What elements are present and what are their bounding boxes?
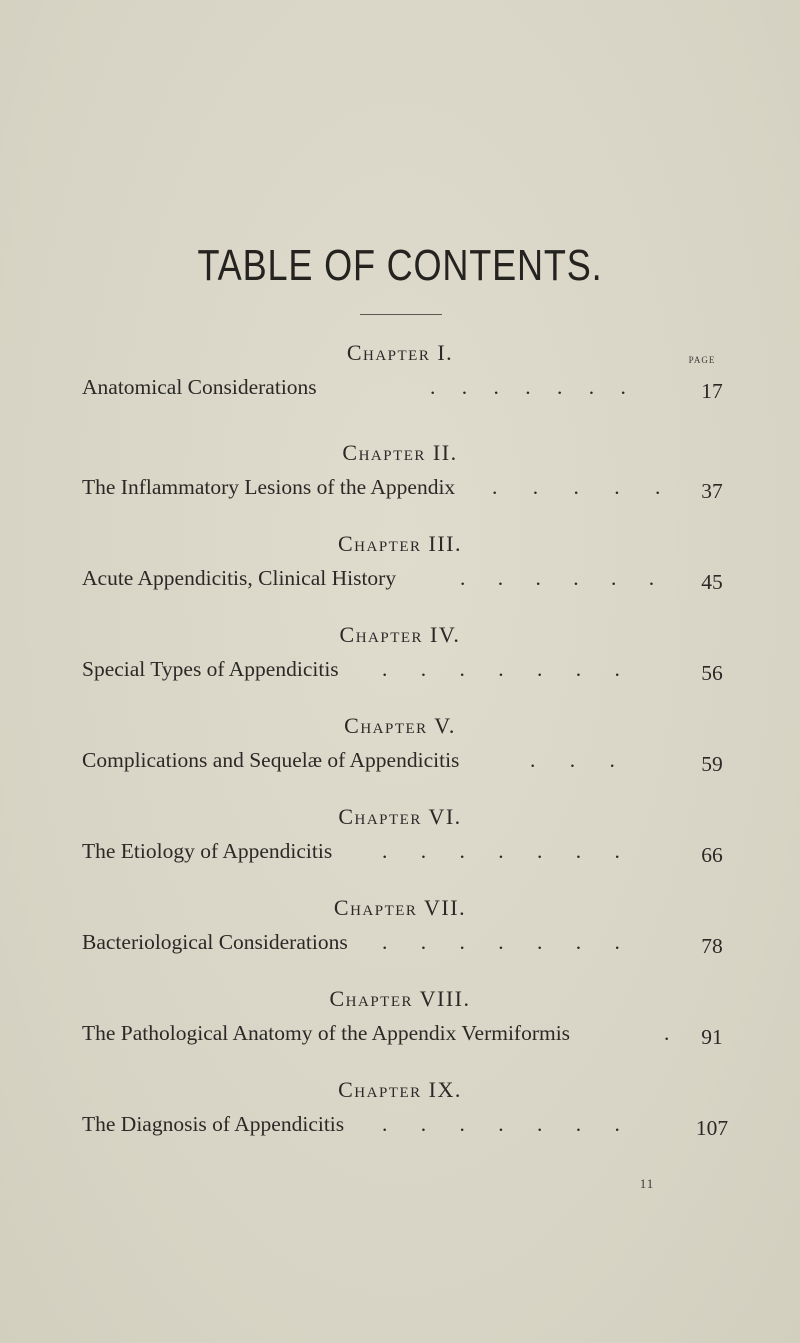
chapter-heading: Chapter III. xyxy=(338,531,462,556)
toc-leader-dots: . . . . . . . xyxy=(382,1112,620,1136)
toc-entry[interactable] xyxy=(82,472,742,502)
toc-entry-title: The Inflammatory Lesions of the Appendix xyxy=(82,475,456,499)
toc-entry[interactable] xyxy=(82,563,742,593)
toc-entry-title: The Etiology of Appendicitis xyxy=(82,839,333,863)
toc-leader-dots: . . . . . . . xyxy=(430,375,626,399)
toc-entry-title: The Pathological Anatomy of the Appendix Vermiformis xyxy=(82,1021,571,1045)
chapter-heading: Chapter IV. xyxy=(339,622,461,647)
toc-page-number: 37 xyxy=(701,479,723,503)
toc-leader-dots: . . . xyxy=(530,748,615,772)
toc-leader-dots: . . . . . . . xyxy=(382,657,620,681)
chapter-heading: Chapter VI. xyxy=(338,804,462,829)
title-rule xyxy=(360,314,442,315)
chapter-heading: Chapter V. xyxy=(344,713,456,738)
toc-page-number: 107 xyxy=(695,1116,729,1140)
toc-entry[interactable] xyxy=(82,1109,742,1139)
toc-page-number: 91 xyxy=(701,1025,723,1049)
toc-entry[interactable] xyxy=(82,1018,742,1048)
chapter-heading: Chapter I. xyxy=(346,340,454,365)
toc-page-number: 17 xyxy=(701,379,723,403)
toc-page-number: 66 xyxy=(701,843,723,867)
toc-entry-title: Anatomical Considerations xyxy=(82,375,317,399)
chapter-heading: Chapter VIII. xyxy=(329,986,471,1011)
toc-entry[interactable] xyxy=(82,372,742,402)
page-folio-number: 11 xyxy=(639,1176,655,1191)
toc-page-number: 59 xyxy=(701,752,723,776)
toc-page-number: 56 xyxy=(701,661,723,685)
toc-leader-dots: . xyxy=(664,1021,670,1045)
toc-entry[interactable] xyxy=(82,927,742,957)
chapter-heading: Chapter VII. xyxy=(333,895,467,920)
toc-leader-dots: . . . . . . xyxy=(460,566,655,590)
toc-entry[interactable] xyxy=(82,836,742,866)
toc-entry-title: Complications and Sequelæ of Appendicitis xyxy=(82,748,460,772)
toc-entry[interactable] xyxy=(82,654,742,684)
toc-page-number: 45 xyxy=(701,570,723,594)
toc-entry[interactable] xyxy=(82,745,742,775)
toc-entry-title: Bacteriological Considerations xyxy=(82,930,348,954)
toc-leader-dots: . . . . . . . xyxy=(382,930,620,954)
toc-leader-dots: . . . . . . . xyxy=(382,839,620,863)
toc-leader-dots: . . . . . xyxy=(492,475,661,499)
page-column-label: PAGE xyxy=(688,355,716,365)
page-title: TABLE OF CONTENTS. xyxy=(197,241,603,290)
toc-entry-title: Acute Appendicitis, Clinical History xyxy=(82,566,397,590)
chapter-heading: Chapter IX. xyxy=(338,1077,462,1102)
toc-entry-title: Special Types of Appendicitis xyxy=(82,657,339,681)
toc-page-number: 78 xyxy=(701,934,723,958)
toc-entry-title: The Diagnosis of Appendicitis xyxy=(82,1112,345,1136)
chapter-heading: Chapter II. xyxy=(342,440,458,465)
